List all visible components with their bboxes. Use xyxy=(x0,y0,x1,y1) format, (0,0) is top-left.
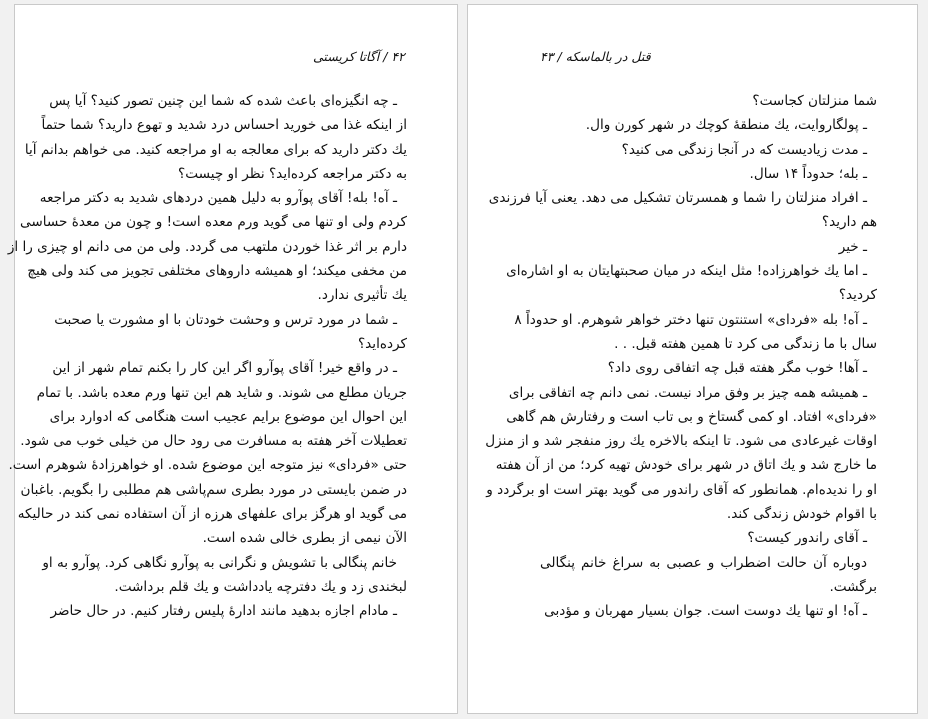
text-line: ـ مادام اجازه بدهید مانند ادارهٔ پلیس رفتار کنیم. در حال حاضر xyxy=(50,603,397,620)
text-line: ـ افراد منزلتان را شما و همسرتان تشکیل می دهد. یعنی آیا فرزندی xyxy=(488,190,867,207)
text-line: با اقوام خودش زندگی کند. xyxy=(726,506,877,523)
text-line: دارم بر اثر غذا خوردن ملتهب می گردد. ولی من می دانم او چیزی را از xyxy=(7,238,407,255)
text-line: سال با ما زندگی می کرد تا همین هفته قبل. . . xyxy=(614,335,877,352)
text-line: ـ شما در مورد ترس و وحشت خودتان با او مشورت یا صحبت xyxy=(54,311,397,328)
text-line: به دکتر مراجعه کرده‌اید؟ نظر او چیست؟ xyxy=(178,165,407,182)
text-line: اوقات غیرعادی می شود. تا اینکه بالاخره یك روز منفجر شد و از منزل xyxy=(485,433,877,450)
text-line: او را ندیده‌ام. همانطور که آقای راندور می گوید بهتر است او برگردد و xyxy=(486,481,877,498)
left-page-header: ۴۲ / آگاتا کریستی xyxy=(313,49,405,64)
text-line: ـ آه! بله «فردای» استنتون تنها دختر خواهر شوهرم. او حدوداً ۸ xyxy=(514,311,867,328)
text-line: از اینکه غذا می خورید احساس درد شدید و تهوع دارید؟ شما حتماً xyxy=(41,117,407,134)
text-line: ـ خیر xyxy=(838,238,867,255)
text-line: شما منزلتان کجاست؟ xyxy=(752,93,877,109)
text-line: برگشت. xyxy=(829,578,877,595)
text-line: لبخندی زد و یك دفترچه یادداشت و یك قلم برداشت. xyxy=(114,578,407,595)
text-line: ـ چه انگیزه‌ای باعث شده که شما این چنین تصور کنید؟ آیا پس xyxy=(49,93,397,109)
text-line: تعطیلات آخر هفته به مسافرت می رود حال من خیلی خوب می شود. xyxy=(20,433,407,450)
text-line: ـ در واقع خیر! آقای پوآرو اگر این کار را بکنم تمام شهر از این xyxy=(52,360,397,377)
right-page xyxy=(467,4,918,714)
left-page xyxy=(7,4,458,714)
text-line: یك دکتر دارید که برای معالجه به او مراجعه کنید. می خواهم بدانم آیا xyxy=(24,141,407,158)
text-line: ـ مدت زیادیست که در آنجا زندگی می کنید؟ xyxy=(621,141,867,158)
right-page-body xyxy=(485,89,877,624)
text-line: یك تأثیری ندارد. xyxy=(317,287,407,304)
right-page-header: قتل در بالماسکه / ۴۳ xyxy=(540,49,651,64)
text-line: خانم پنگالی با تشویش و نگرانی به پوآرو نگاهی کرد. پوآرو به او xyxy=(42,554,397,571)
text-line: می گوید او هرگز برای علفهای هرزه از آن استفاده نمی کند در حالیکه xyxy=(17,506,407,523)
text-line: دوباره آن حالت اضطراب و عصبی به سراغ خانم پنگالی xyxy=(540,554,867,571)
text-line: جریان مطلع می شوند. و شاید هم این تنها ورم معده باشد. با تمام xyxy=(36,384,407,401)
text-line: ـ آقای راندور کیست؟ xyxy=(747,530,867,547)
text-line: ـ آه! بله! آقای پوآرو به دلیل همین دردهای شدید به دکتر مراجعه xyxy=(39,190,397,207)
text-line: ما خارج شد و یك اتاق در شهر برای خودش تهیه کرد؛ من از آن هفته xyxy=(495,457,877,474)
text-line: ـ بله؛ حدوداً ۱۴ سال. xyxy=(749,165,867,182)
text-line: در ضمن بایستی در مورد بطری سم‌پاشی هم مطلبی را بگویم. باغبان xyxy=(20,481,407,498)
text-line: کردم ولی او تنها می گوید ورم معده است! و چون من معدهٔ حساسی xyxy=(19,214,407,231)
text-line: ـ اما یك خواهرزاده! مثل اینکه در میان صحبتهایتان به او اشاره‌ای xyxy=(506,263,867,280)
text-line: ـ آها! خوب مگر هفته قبل چه اتفاقی روی داد؟ xyxy=(607,360,867,377)
text-line: من مخفی میکند؛ او همیشه داروهای مختلفی تجویز می کند ولی هیچ xyxy=(27,263,407,280)
text-line: هم دارید؟ xyxy=(821,214,877,231)
text-line: کردید؟ xyxy=(838,287,877,304)
text-line: ـ همیشه همه چیز بر وفق مراد نیست. نمی دانم چه اتفاقی برای xyxy=(508,384,867,401)
text-line: این احوال این موضوع برایم عجیب است هنگامی که ادوارد برای xyxy=(49,408,407,425)
text-line: ـ آه! او تنها یك دوست است. جوان بسیار مهربان و مؤدبی xyxy=(544,603,867,620)
text-line: ـ پولگاروایت، یك منطقهٔ کوچك در شهر کورن وال. xyxy=(585,117,867,134)
text-line: کرده‌اید؟ xyxy=(357,335,407,352)
left-page-body xyxy=(7,89,407,624)
text-line: الآن نیمی از بطری خالی شده است. xyxy=(202,530,407,547)
text-line: حتی «فردای» نیز متوجه این موضوع شده. او خواهرزادهٔ شوهرم است. xyxy=(8,457,407,474)
text-line: «فردای» افتاد. او کمی گستاخ و بی تاب است و رفتارش هم گاهی xyxy=(506,408,877,425)
